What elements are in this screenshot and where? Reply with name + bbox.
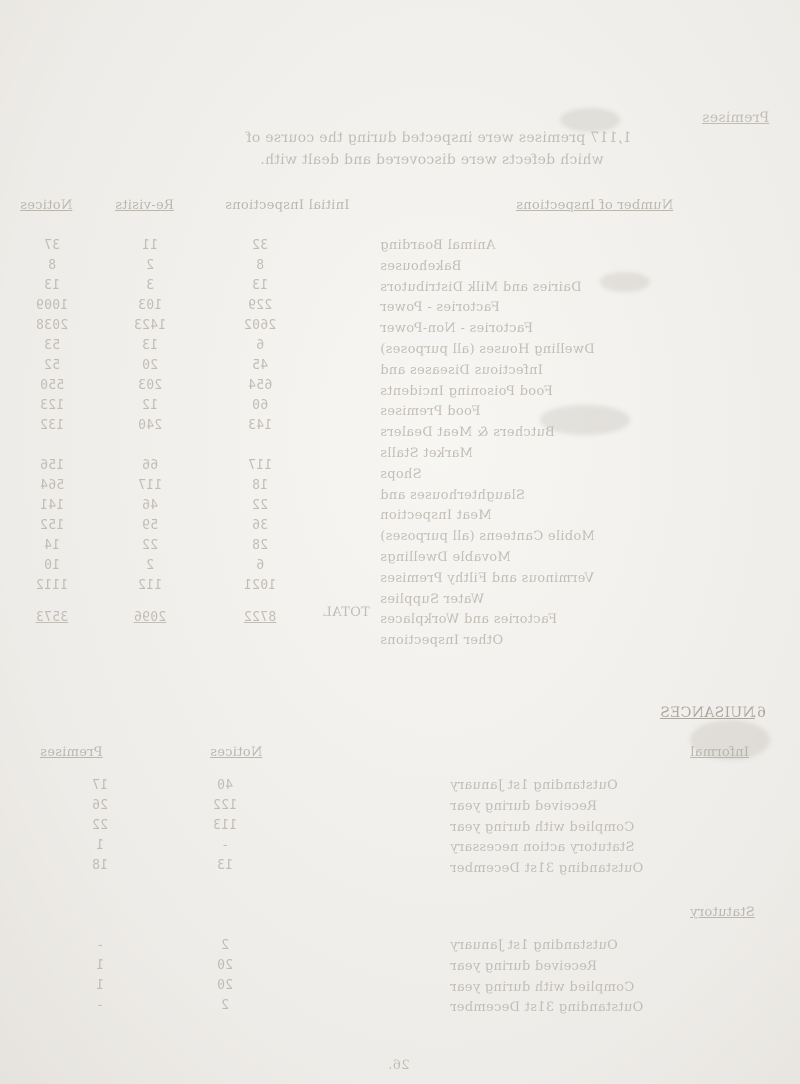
col-notices [22,236,82,596]
col-header-revisits: Re-visits [115,198,174,213]
revisit-value: 12 [141,398,159,413]
initial-value: 8 [255,258,265,273]
notice-value: 37 [43,238,61,253]
statutory-row-label: Received during year [450,958,598,974]
col2-header-notices: Notices [210,745,263,760]
informal-row-label: Statutory action necessary [450,840,635,856]
notice-value: 8 [47,258,57,273]
category-label: Factories - Non-Power [380,321,533,337]
statutory-col2 [195,936,255,1016]
notice-value: 141 [39,498,65,513]
category-label: Factories and Workplaces [380,612,558,628]
total-label: TOTAL [323,605,370,620]
statutory-value: 1 [95,958,105,973]
category-label: Movable Dwellings [380,549,511,565]
informal-col1 [70,776,130,876]
notice-value: 52 [43,358,61,373]
informal-row-label: Received during year [450,798,598,814]
notice-value: 156 [39,458,65,473]
category-label: Slaughterhouses and [380,487,525,503]
category-label: Shops [380,466,422,482]
statutory-row-label: Complied with during year [450,979,635,995]
category-label: Butchers & Meat Dealers [380,425,555,441]
notice-value: 14 [43,538,61,553]
informal-value: 17 [91,778,109,793]
category-label: Market Stalls [380,445,473,461]
informal-value: 40 [216,778,234,793]
category-list [380,236,770,652]
informal-value: - [220,838,230,853]
category-label: Animal Boarding [380,238,496,253]
category-label: Dwelling Houses (all purposes) [380,341,595,357]
category-label: Bakehouses [380,258,462,274]
page-number: 26. [388,1058,410,1073]
informal-row-label: Outstanding 31st December [450,861,644,877]
category-label: Water Supplies [380,591,485,607]
revisit-value: 46 [141,498,159,513]
informal-rows [450,776,770,880]
revisit-value: 103 [137,298,163,313]
initial-value: 22 [251,498,269,513]
informal-value: 18 [91,858,109,873]
initial-value: 143 [247,418,273,433]
revisit-value: 3 [145,278,155,293]
category-label: Factories - Power [380,300,500,316]
category-label: Verminous and Filthy Premises [380,570,594,586]
statutory-col1 [70,936,130,1016]
statutory-value: 1 [95,978,105,993]
initial-value: 18 [251,478,269,493]
revisit-value: 13 [141,338,159,353]
total-revisits: 2096 [133,610,167,625]
revisit-value: 22 [141,538,159,553]
informal-value: 1 [95,838,105,853]
notice-value: 53 [43,338,61,353]
section-number: 6. [752,705,766,721]
informal-row-label: Outstanding 1st January [450,778,618,793]
initial-value: 13 [251,278,269,293]
notice-value: 132 [39,418,65,433]
category-label: Other Inspections [380,633,504,649]
statutory-value: 20 [216,978,234,993]
statutory-value: 2 [220,998,230,1013]
statutory-value: - [95,938,105,953]
total-initial: 8722 [243,610,277,625]
initial-value: 60 [251,398,269,413]
revisit-value: 203 [137,378,163,393]
notice-value [22,436,82,456]
header-line-2: 1,117 premises were inspected during the course of [246,130,632,146]
initial-value: 2602 [243,318,277,333]
revisit-value: 112 [137,578,163,593]
notice-value: 10 [43,558,61,573]
revisit-value: 20 [141,358,159,373]
revisit-value: 11 [141,238,159,253]
initial-value: 45 [251,358,269,373]
subsection-statutory: Statutory [690,905,755,920]
statutory-row-label: Outstanding 31st December [450,1000,644,1016]
informal-value: 26 [91,798,109,813]
notice-value: 123 [39,398,65,413]
notice-value: 564 [39,478,65,493]
informal-row-label: Complied with during year [450,819,635,835]
initial-value [230,436,290,456]
notice-value: 2038 [35,318,69,333]
informal-value: 122 [212,798,238,813]
col-revisits [120,236,180,596]
revisit-value: 117 [137,478,163,493]
category-label: Infectious Diseases and [380,362,543,378]
notice-value: 13 [43,278,61,293]
initial-value: 36 [251,518,269,533]
informal-col2 [195,776,255,876]
statutory-value: 20 [216,958,234,973]
col-initial [230,236,290,596]
informal-value: 22 [91,818,109,833]
revisit-value: 66 [141,458,159,473]
col2-header-premises: Premises [40,745,103,760]
category-label: Food Poisoning Incidents [380,383,553,399]
col-header-initial: Initial Inspections [225,198,350,213]
header-line-3: which defects were discovered and dealt with. [260,152,604,168]
statutory-row-label: Outstanding 1st January [450,938,618,953]
revisit-value: 59 [141,518,159,533]
informal-value: 113 [212,818,238,833]
header-title: Premises [702,110,770,126]
revisit-value: 240 [137,418,163,433]
initial-value: 28 [251,538,269,553]
statutory-rows [450,936,770,1019]
category-label: Meat Inspection [380,508,492,524]
revisit-value: 2 [145,258,155,273]
notice-value: 1112 [35,578,69,593]
initial-value: 654 [247,378,273,393]
statutory-value: 2 [220,938,230,953]
notice-value: 152 [39,518,65,533]
stain [560,108,620,132]
initial-value: 32 [251,238,269,253]
initial-value: 229 [247,298,273,313]
initial-value: 6 [255,558,265,573]
initial-value: 1021 [243,578,277,593]
initial-value: 117 [247,458,273,473]
notice-value: 550 [39,378,65,393]
total-notices: 3573 [35,610,69,625]
revisit-value [120,436,180,456]
col-header-number: Number of Inspections [516,198,674,213]
category-label: Dairies and Milk Distributors [380,279,582,295]
section-title: NUISANCES [660,705,755,721]
revisit-value: 1423 [133,318,167,333]
revisit-value: 2 [145,558,155,573]
initial-value: 6 [255,338,265,353]
informal-value: 13 [216,858,234,873]
col-header-notices: Notices [20,198,73,213]
statutory-value: - [95,998,105,1013]
category-label: Food Premises [380,404,481,420]
notice-value: 1009 [35,298,69,313]
category-label: Mobile Canteens (all purposes) [380,529,595,545]
subsection-informal: Informal [690,745,749,760]
